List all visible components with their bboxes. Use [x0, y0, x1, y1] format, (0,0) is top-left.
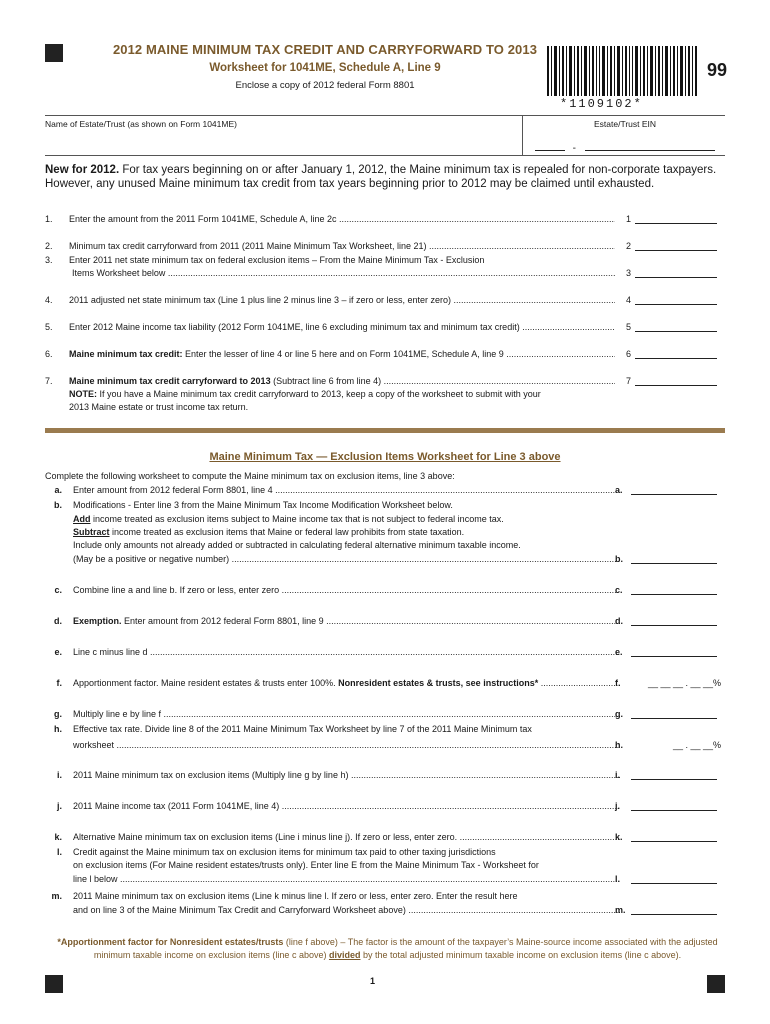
line-6-text: Enter the lesser of line 4 or line 5 here and on Form 1041ME, Schedule A, line 9: [182, 349, 504, 359]
line-letter: g.: [54, 709, 62, 719]
line-text: Line c minus line d .....: [73, 646, 620, 658]
line-6: [45, 348, 725, 360]
line-text: [69, 375, 615, 387]
line-e: [45, 646, 725, 658]
name-field[interactable]: [45, 130, 515, 152]
subtract-text: income treated as exclusion items that Maine or federal law prohibits from state taxation.: [109, 527, 465, 537]
line-6-bold: Maine minimum tax credit:: [69, 349, 183, 359]
line-ref: 1: [625, 214, 631, 224]
line-letter: l.: [56, 847, 62, 857]
line-text-cont: and on line 3 of the Maine Minimum Tax Credit and Carryforward Worksheet above) .....: [73, 904, 620, 916]
line-f: [45, 677, 725, 689]
new-for-text: For tax years beginning on or after January 1, 2012, the Maine minimum tax is repealed for non-corporate taxpayers. However, any unused Maine minimum tax credit from tax years beginning prior to 2012 may be claimed until exhausted.: [45, 164, 717, 190]
line-text-cont2: line l below .....: [73, 873, 620, 885]
barcode-text: *1109102*: [560, 97, 643, 111]
exclusion-worksheet-title: Maine Minimum Tax — Exclusion Items Worksheet for Line 3 above: [209, 451, 561, 463]
line-ref: h.: [615, 740, 623, 750]
line-2-input[interactable]: [635, 240, 717, 251]
enclose-instruction: Enclose a copy of 2012 federal Form 8801: [235, 80, 415, 91]
line-b-subtract: [73, 526, 620, 538]
line-ref: a.: [615, 485, 623, 495]
line-text: Credit against the Maine minimum tax on exclusion items for minimum tax paid to other taxing jurisdictions: [73, 847, 496, 857]
line-letter: d.: [54, 616, 62, 626]
line-4: [45, 294, 725, 306]
line-b-include: Include only amounts not already added or subtracted in calculating federal alternative minimum taxable income.: [73, 540, 521, 550]
line-b-input[interactable]: [631, 553, 717, 564]
exemption-label: Exemption.: [73, 616, 122, 626]
line-d: [45, 615, 725, 627]
line-ref: k.: [615, 832, 623, 842]
line-text: Enter 2011 net state minimum tax on federal exclusion items – From the Maine Minimum Tax - Exclusion: [69, 255, 485, 265]
line-2: [45, 240, 725, 252]
line-f-input[interactable]: __ __ __ . __ __%: [647, 678, 721, 688]
add-label: Add: [73, 514, 91, 524]
line-a-input[interactable]: [631, 484, 717, 495]
line-k-input[interactable]: [631, 831, 717, 842]
line-number: 2.: [45, 241, 53, 251]
note-text: If you have a Maine minimum tax credit carryforward to 2013, keep a copy of the worksheet to submit with your: [97, 389, 541, 399]
line-ref: 3: [625, 268, 631, 278]
new-for-label: New for 2012.: [45, 164, 120, 176]
line-ref: m.: [615, 905, 626, 915]
line-j: [45, 800, 725, 812]
line-number: 6.: [45, 349, 53, 359]
line-letter: f.: [56, 678, 62, 688]
registration-mark-top-left: [45, 44, 63, 62]
form-subtitle: Worksheet for 1041ME, Schedule A, Line 9: [209, 62, 441, 74]
line-number: 4.: [45, 295, 53, 305]
line-text: 2011 Maine minimum tax on exclusion items (Line k minus line l. If zero or less, enter zero. Enter the result here: [73, 891, 518, 901]
form-number: 99: [707, 60, 728, 80]
line-c: [45, 584, 725, 596]
section-rule: [45, 428, 725, 433]
nonresident-note: Nonresident estates & trusts, see instructions*: [338, 678, 539, 688]
line-text: Modifications - Enter line 3 from the Maine Minimum Tax Income Modification Worksheet below.: [73, 500, 453, 510]
page-number: 1: [370, 976, 376, 986]
apportionment-text: Apportionment factor. Maine resident estates & trusts enter 100%.: [73, 678, 339, 688]
line-7-note: [69, 388, 615, 400]
line-text: Combine line a and line b. If zero or less, enter zero .....: [73, 584, 620, 596]
line-c-input[interactable]: [631, 584, 717, 595]
line-e-input[interactable]: [631, 646, 717, 657]
subtract-label: Subtract: [73, 527, 110, 537]
footnote-label: *Apportionment factor for Nonresident estates/trusts: [57, 937, 284, 947]
new-for-2012-notice: [45, 163, 735, 191]
line-text: [69, 348, 615, 360]
line-letter: e.: [54, 647, 62, 657]
exclusion-worksheet-intro: Complete the following worksheet to compute the Maine minimum tax on exclusion items, line 3 above:: [45, 471, 455, 481]
note-label: NOTE:: [69, 389, 97, 399]
line-ref: b.: [615, 554, 623, 564]
line-text-cont: Items Worksheet below .....: [72, 267, 615, 279]
line-4-input[interactable]: [635, 294, 717, 305]
line-l-input[interactable]: [631, 873, 717, 884]
line-letter: c.: [54, 585, 62, 595]
line-letter: a.: [54, 485, 62, 495]
line-number: 3.: [45, 255, 53, 265]
line-ref: 2: [625, 241, 631, 251]
line-ref: l.: [615, 874, 621, 884]
line-b-add: [73, 513, 620, 525]
line-h: [45, 723, 725, 751]
line-text-cont: worksheet .....: [73, 739, 620, 751]
line-text: [73, 677, 620, 689]
line-ref: f.: [615, 678, 621, 688]
apportionment-footnote: [45, 936, 730, 962]
line-text: Effective tax rate. Divide line 8 of the 2011 Maine Minimum Tax Worksheet by line 7 of the 2011 Maine Minimum tax: [73, 724, 532, 734]
line-6-input[interactable]: [635, 348, 717, 359]
footnote-text-2: by the total adjusted minimum taxable income on exclusion items (line c above).: [360, 950, 682, 960]
line-letter: h.: [54, 724, 62, 734]
registration-mark-bottom-right: [707, 975, 725, 993]
footnote-divided: divided: [328, 950, 361, 960]
line-l: [45, 846, 725, 886]
line-letter: i.: [56, 770, 62, 780]
line-text: Enter the amount from the 2011 Form 1041ME, Schedule A, line 2c .....: [69, 213, 615, 225]
line-letter: m.: [51, 891, 62, 901]
line-ref: 5: [625, 322, 631, 332]
footnote-text-1: (line f above) – The factor is the amount of the taxpayer’s Maine-source income associated with the adjusted minimum taxable income on exclusion items (line c above): [93, 937, 718, 960]
line-ref: 7: [625, 376, 631, 386]
line-1: [45, 213, 725, 225]
line-text: Alternative Maine minimum tax on exclusion items (Line i minus line j). If zero or less, enter zero. .....: [73, 831, 620, 843]
line-7-note-cont: 2013 Maine estate or trust income tax return.: [69, 402, 249, 412]
line-5: [45, 321, 725, 333]
line-number: 1.: [45, 214, 53, 224]
line-5-input[interactable]: [635, 321, 717, 332]
line-h-input[interactable]: __ . __ __%: [672, 740, 721, 750]
line-d-input[interactable]: [631, 615, 717, 626]
line-letter: b.: [54, 500, 62, 510]
line-7: [45, 375, 725, 415]
line-ref: j.: [615, 801, 621, 811]
barcode: [547, 46, 697, 96]
line-ref: 6: [625, 349, 631, 359]
line-ref: d.: [615, 616, 623, 626]
line-i-input[interactable]: [631, 769, 717, 780]
line-7-bold: Maine minimum tax credit carryforward to 2013: [69, 376, 271, 386]
line-ref: g.: [615, 709, 623, 719]
line-ref: 4: [625, 295, 631, 305]
ein-label: Estate/Trust EIN: [594, 119, 657, 129]
line-m-input[interactable]: [631, 904, 717, 915]
exemption-text: Enter amount from 2012 federal Form 8801, line 9: [121, 616, 324, 626]
line-text: 2011 Maine minimum tax on exclusion items (Multiply line g by line h) .....: [73, 769, 620, 781]
line-g-input[interactable]: [631, 708, 717, 719]
line-7-text: (Subtract line 6 from line 4): [270, 376, 382, 386]
line-text: Minimum tax credit carryforward from 2011 (2011 Maine Minimum Tax Worksheet, line 21) .....: [69, 240, 615, 252]
form-title: 2012 MAINE MINIMUM TAX CREDIT AND CARRYFORWARD TO 2013: [112, 42, 538, 57]
line-text: Multiply line e by line f .....: [73, 708, 620, 720]
line-text: 2011 Maine income tax (2011 Form 1041ME, line 4) .....: [73, 800, 620, 812]
header-divider: [45, 115, 725, 116]
line-ref: e.: [615, 647, 623, 657]
line-number: 5.: [45, 322, 53, 332]
line-g: [45, 708, 725, 720]
line-a: [45, 484, 725, 496]
ein-field[interactable]: -: [535, 140, 720, 154]
name-label: Name of Estate/Trust (as shown on Form 1041ME): [45, 119, 237, 129]
line-ref: i.: [615, 770, 621, 780]
line-ref: c.: [615, 585, 623, 595]
name-divider: [45, 155, 725, 156]
ein-divider: [522, 115, 523, 155]
line-number: 7.: [45, 376, 53, 386]
line-i: [45, 769, 725, 781]
line-text: Enter amount from 2012 federal Form 8801, line 4 .....: [73, 484, 620, 496]
line-text: 2011 adjusted net state minimum tax (Line 1 plus line 2 minus line 3 – if zero or less, enter zero) .....: [69, 294, 615, 306]
line-letter: k.: [54, 832, 62, 842]
line-letter: j.: [56, 801, 62, 811]
add-text: income treated as exclusion items subject to Maine income tax that is not subject to federal income tax.: [90, 514, 504, 524]
registration-mark-bottom-left: [45, 975, 63, 993]
line-b-may: (May be a positive or negative number) .....: [73, 553, 620, 565]
line-j-input[interactable]: [631, 800, 717, 811]
line-k: [45, 831, 725, 843]
line-text: Enter 2012 Maine income tax liability (2012 Form 1041ME, line 6 excluding minimum tax and minimum tax credit) .....: [69, 321, 615, 333]
line-b: [45, 499, 725, 569]
line-text-cont: on exclusion items (For Maine resident estates/trusts only). Enter line E from the Maine Minimum Tax - Worksheet for: [73, 860, 539, 870]
line-1-input[interactable]: [635, 213, 717, 224]
line-7-input[interactable]: [635, 375, 717, 386]
line-3-input[interactable]: [635, 267, 717, 278]
line-m: [45, 890, 725, 918]
line-3: [45, 254, 725, 280]
line-text: [73, 615, 620, 627]
